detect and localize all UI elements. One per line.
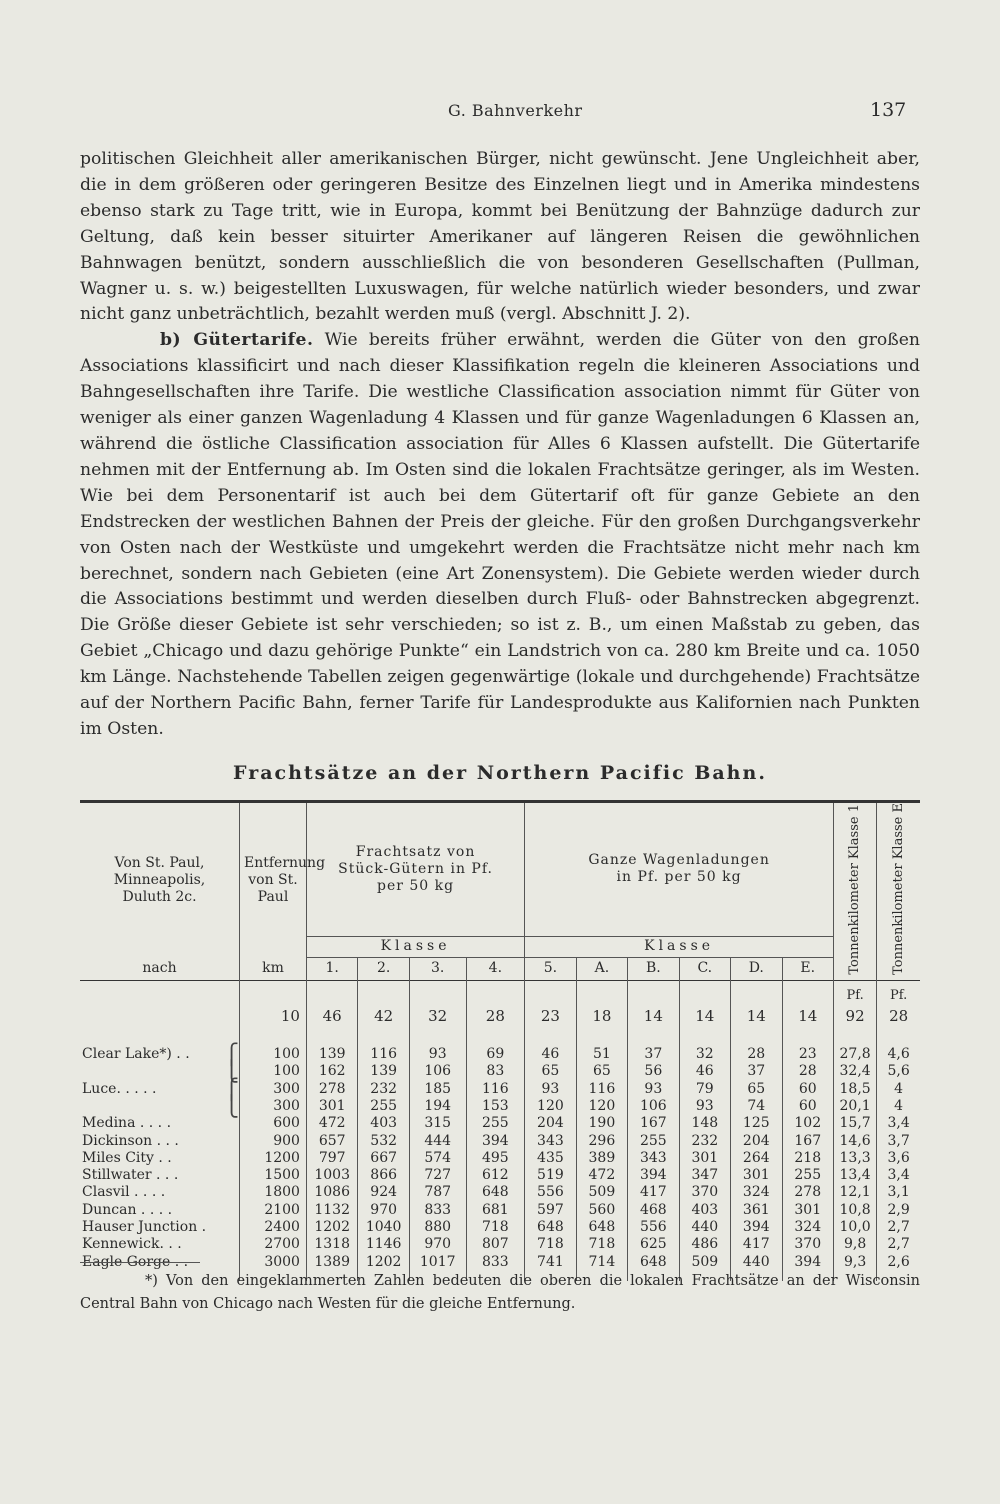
cell — [466, 1030, 525, 1046]
rate-cell: 1389 — [306, 1253, 357, 1270]
rate-cell: 32 — [679, 1046, 730, 1063]
rate-cell: 361 — [731, 1202, 782, 1219]
rate-cell: 301 — [731, 1167, 782, 1184]
rate-cell: 28 — [466, 1004, 525, 1030]
rate-cell: 148 — [679, 1115, 730, 1132]
tonkm-classE-cell: 3,7 — [877, 1132, 920, 1149]
tonkm-class1-cell: 9,8 — [833, 1236, 876, 1253]
destination-cell: Duncan . . . . — [82, 1201, 173, 1218]
rate-cell: 60 — [782, 1080, 833, 1097]
destination-cell: Dickinson . . . — [82, 1132, 179, 1149]
rate-cell: 1318 — [306, 1236, 357, 1253]
tonkm-class1-cell: 18,5 — [833, 1080, 876, 1097]
rate-cell: 574 — [409, 1150, 466, 1167]
brace-mark: ⎧ — [224, 1042, 240, 1067]
rate-cell: 1040 — [358, 1219, 409, 1236]
rate-cell: 718 — [466, 1219, 525, 1236]
rate-cell: 394 — [466, 1132, 525, 1149]
rate-cell: 833 — [466, 1253, 525, 1270]
rate-cell: 612 — [466, 1167, 525, 1184]
rate-cell: 120 — [576, 1098, 627, 1115]
distance-cell: 300 — [240, 1080, 307, 1097]
rate-cell: 37 — [628, 1046, 679, 1063]
cell — [679, 980, 730, 1004]
tonkm-classE-cell: 3,6 — [877, 1150, 920, 1167]
brace-mark — [224, 1184, 239, 1201]
rate-cell: 394 — [628, 1167, 679, 1184]
rate-cell: 833 — [409, 1202, 466, 1219]
cell — [576, 1030, 627, 1046]
footnote-rule — [80, 1262, 200, 1263]
destination-cell: Clear Lake*) . . — [82, 1046, 190, 1063]
brace-mark — [224, 1202, 239, 1219]
table-row — [80, 1063, 920, 1080]
distance-cell: 1500 — [240, 1167, 307, 1184]
destination-cell: Luce. . . . . — [82, 1080, 157, 1097]
rate-cell: 278 — [782, 1184, 833, 1201]
table-row — [80, 1253, 920, 1270]
cell — [358, 980, 409, 1004]
rate-cell: 417 — [628, 1184, 679, 1201]
rate-cell: 727 — [409, 1167, 466, 1184]
rate-cell: 65 — [525, 1063, 576, 1080]
cell — [877, 1030, 920, 1046]
brace-mark: ⎩ — [224, 1059, 240, 1084]
distance-cell: 100 — [240, 1063, 307, 1080]
rate-cell: 648 — [576, 1219, 627, 1236]
rate-cell: 116 — [466, 1080, 525, 1097]
rate-cell: 468 — [628, 1202, 679, 1219]
rate-cell: 389 — [576, 1150, 627, 1167]
rate-cell: 167 — [628, 1115, 679, 1132]
tonkm-classE-cell: 5,6 — [877, 1063, 920, 1080]
tonkm-classE-cell: 2,6 — [877, 1253, 920, 1270]
rate-cell: 667 — [358, 1150, 409, 1167]
table-row — [80, 1202, 920, 1219]
rate-cell: 648 — [628, 1253, 679, 1270]
rate-cell: 495 — [466, 1150, 525, 1167]
brace-mark — [224, 1253, 239, 1270]
header-piece-goods-label: Frachtsatz von Stück-Gütern in Pf. per 50 kg — [338, 843, 493, 894]
cell — [628, 980, 679, 1004]
rate-cell: 120 — [525, 1098, 576, 1115]
rate-cell: 18 — [576, 1004, 627, 1030]
rate-cell: 924 — [358, 1184, 409, 1201]
brace-mark — [224, 1132, 239, 1149]
rate-cell: 218 — [782, 1150, 833, 1167]
cell — [224, 980, 239, 1004]
cell — [224, 1004, 239, 1030]
distance-cell: 100 — [240, 1046, 307, 1063]
rate-cell: 102 — [782, 1115, 833, 1132]
rate-cell: 46 — [679, 1063, 730, 1080]
rate-cell: 597 — [525, 1202, 576, 1219]
rate-cell: 648 — [466, 1184, 525, 1201]
body-text — [80, 147, 920, 743]
cell — [576, 980, 627, 1004]
cell — [80, 1004, 224, 1030]
spacer-row — [80, 1030, 920, 1046]
brace-mark — [224, 1219, 239, 1236]
tonkm-class1-cell: 92 — [833, 1004, 876, 1030]
brace-mark — [224, 1236, 239, 1253]
table-title: Frachtsätze an der Northern Pacific Bahn. — [233, 762, 767, 784]
cell — [782, 980, 833, 1004]
brace-mark: ⎧ — [224, 1076, 240, 1101]
section-heading: b) Gütertarife. — [160, 330, 314, 351]
rate-cell: 14 — [628, 1004, 679, 1030]
rate-cell: 106 — [628, 1098, 679, 1115]
rate-cell: 343 — [525, 1132, 576, 1149]
cell — [409, 1030, 466, 1046]
rate-cell: 625 — [628, 1236, 679, 1253]
header-tonkm-classE-label: Tonnenkilometer Klasse E — [890, 803, 906, 975]
tonkm-class1-cell: 9,3 — [833, 1253, 876, 1270]
rate-cell: 116 — [358, 1046, 409, 1063]
rate-cell: 204 — [731, 1132, 782, 1149]
paragraph — [80, 328, 920, 743]
rate-cell: 1202 — [358, 1253, 409, 1270]
tonkm-class1-cell: 14,6 — [833, 1132, 876, 1149]
cell — [833, 1030, 876, 1046]
header-distance-label: Entfernung von St. Paul — [244, 854, 326, 905]
cell — [306, 980, 357, 1004]
rate-cell: 1132 — [306, 1202, 357, 1219]
cell — [525, 980, 576, 1004]
rate-cell: 347 — [679, 1167, 730, 1184]
tonkm-classE-cell: 2,9 — [877, 1202, 920, 1219]
rate-cell: 880 — [409, 1219, 466, 1236]
unit-pf: Pf. — [877, 980, 920, 1004]
rate-cell: 162 — [306, 1063, 357, 1080]
rate-cell: 46 — [306, 1004, 357, 1030]
destination-cell: Hauser Junction . — [82, 1219, 207, 1235]
table-row — [80, 1115, 920, 1132]
rate-cell: 60 — [782, 1098, 833, 1115]
rate-cell: 46 — [525, 1046, 576, 1063]
rate-cell: 681 — [466, 1202, 525, 1219]
rate-cell: 1086 — [306, 1184, 357, 1201]
rate-cell: 472 — [306, 1115, 357, 1132]
cell — [466, 980, 525, 1004]
tonkm-class1-cell: 10,8 — [833, 1202, 876, 1219]
table-row — [80, 1219, 920, 1236]
klasse-label-piece: Klasse — [306, 936, 524, 957]
destination-cell: Stillwater . . . — [82, 1167, 179, 1184]
tonkm-classE-cell: 4 — [877, 1098, 920, 1115]
header-tonkm-class1 — [833, 802, 876, 981]
table-header — [80, 802, 920, 981]
class-header: 4. — [466, 957, 525, 980]
rate-cell: 139 — [306, 1046, 357, 1063]
rate-cell: 1202 — [306, 1219, 357, 1236]
table-row — [80, 1098, 920, 1115]
klasse-label-wagon: Klasse — [525, 936, 834, 957]
distance-cell: 300 — [240, 1098, 307, 1115]
header-from — [80, 802, 240, 958]
rate-cell: 787 — [409, 1184, 466, 1201]
rate-cell: 139 — [358, 1063, 409, 1080]
rate-cell: 106 — [409, 1063, 466, 1080]
rate-cell: 28 — [731, 1046, 782, 1063]
tonkm-classE-cell: 4,6 — [877, 1046, 920, 1063]
rate-cell: 403 — [358, 1115, 409, 1132]
rate-cell: 440 — [679, 1219, 730, 1236]
rate-cell: 42 — [358, 1004, 409, 1030]
cell — [731, 980, 782, 1004]
rate-cell: 296 — [576, 1132, 627, 1149]
rate-cell: 23 — [782, 1046, 833, 1063]
rate-cell: 255 — [782, 1167, 833, 1184]
cell — [240, 1030, 307, 1046]
tonkm-classE-cell: 3,4 — [877, 1115, 920, 1132]
unit-pf: Pf. — [833, 980, 876, 1004]
distance-cell: 10 — [240, 1004, 307, 1030]
rate-cell: 657 — [306, 1132, 357, 1149]
header-to: nach — [142, 960, 177, 977]
rate-cell: 83 — [466, 1063, 525, 1080]
distance-cell: 2100 — [240, 1202, 307, 1219]
tonkm-classE-cell: 28 — [877, 1004, 920, 1030]
class-header: B. — [628, 957, 679, 980]
destination-cell: Kennewick. . . — [82, 1236, 182, 1253]
class-header: C. — [679, 957, 730, 980]
rate-cell: 28 — [782, 1063, 833, 1080]
rate-cell: 324 — [782, 1219, 833, 1236]
distance-cell: 900 — [240, 1132, 307, 1149]
rate-cell: 532 — [358, 1132, 409, 1149]
rate-cell: 65 — [576, 1063, 627, 1080]
cell — [240, 980, 307, 1004]
class-header: A. — [576, 957, 627, 980]
rate-cell: 970 — [358, 1202, 409, 1219]
rate-cell: 65 — [731, 1080, 782, 1097]
rate-cell: 556 — [525, 1184, 576, 1201]
tonkm-classE-cell: 2,7 — [877, 1219, 920, 1236]
rate-cell: 232 — [679, 1132, 730, 1149]
rate-cell: 741 — [525, 1253, 576, 1270]
rate-cell: 79 — [679, 1080, 730, 1097]
class-header: 1. — [306, 957, 357, 980]
rate-cell: 190 — [576, 1115, 627, 1132]
rate-cell: 14 — [731, 1004, 782, 1030]
rate-cell: 714 — [576, 1253, 627, 1270]
brace-mark — [224, 1167, 239, 1184]
header-wagon-loads-label: Ganze Wagenladungen in Pf. per 50 kg — [588, 852, 770, 886]
rate-cell: 301 — [782, 1202, 833, 1219]
destination-cell: Clasvil . . . . — [82, 1184, 166, 1201]
class-header: E. — [782, 957, 833, 980]
rate-cell: 718 — [576, 1236, 627, 1253]
footnote: *) Von den eingeklammerten Zahlen bedeuten die oberen die lokalen Frachtsätze an der Wisconsin Central Bahn von Chicago nach Westen für die gleiche Entfernung. — [80, 1273, 920, 1312]
distance-cell: 2400 — [240, 1219, 307, 1236]
header-distance-unit: km — [240, 957, 307, 980]
page-number: 137 — [870, 99, 907, 121]
rate-cell: 807 — [466, 1236, 525, 1253]
rate-cell: 23 — [525, 1004, 576, 1030]
rate-cell: 278 — [306, 1080, 357, 1097]
rate-cell: 403 — [679, 1202, 730, 1219]
header-piece-goods — [306, 802, 524, 937]
tonkm-classE-cell: 2,7 — [877, 1236, 920, 1253]
rate-cell: 417 — [731, 1236, 782, 1253]
rate-cell: 232 — [358, 1080, 409, 1097]
rate-cell: 301 — [679, 1150, 730, 1167]
rate-cell: 301 — [306, 1098, 357, 1115]
rate-cell: 204 — [525, 1115, 576, 1132]
rate-cell: 194 — [409, 1098, 466, 1115]
cell — [782, 1030, 833, 1046]
rate-cell: 93 — [409, 1046, 466, 1063]
tonkm-class1-cell: 15,7 — [833, 1115, 876, 1132]
cell — [80, 980, 224, 1004]
distance-cell: 600 — [240, 1115, 307, 1132]
tonkm-class1-cell: 13,3 — [833, 1150, 876, 1167]
tonkm-classE-cell: 4 — [877, 1080, 920, 1097]
rate-cell: 153 — [466, 1098, 525, 1115]
rate-cell: 14 — [782, 1004, 833, 1030]
rate-cell: 185 — [409, 1080, 466, 1097]
class-header: 5. — [525, 957, 576, 980]
tonkm-class1-cell: 12,1 — [833, 1184, 876, 1201]
tonkm-class1-cell: 13,4 — [833, 1167, 876, 1184]
rate-cell: 1017 — [409, 1253, 466, 1270]
tonkm-classE-cell: 3,1 — [877, 1184, 920, 1201]
rate-cell: 255 — [628, 1132, 679, 1149]
distance-cell: 1800 — [240, 1184, 307, 1201]
rate-cell: 51 — [576, 1046, 627, 1063]
table-row — [80, 1184, 920, 1201]
rate-cell: 14 — [679, 1004, 730, 1030]
header-tonkm-classE — [877, 802, 920, 981]
header-wagon-loads — [525, 802, 834, 937]
rate-cell: 797 — [306, 1150, 357, 1167]
cell — [679, 1030, 730, 1046]
rate-cell: 472 — [576, 1167, 627, 1184]
destination-cell — [80, 1098, 224, 1115]
rate-cell: 866 — [358, 1167, 409, 1184]
rate-cell: 394 — [731, 1219, 782, 1236]
class-header: D. — [731, 957, 782, 980]
rate-cell: 324 — [731, 1184, 782, 1201]
rate-cell: 556 — [628, 1219, 679, 1236]
tonkm-class1-cell: 20,1 — [833, 1098, 876, 1115]
rate-cell: 440 — [731, 1253, 782, 1270]
rate-cell: 648 — [525, 1219, 576, 1236]
freight-rate-table — [80, 800, 920, 1281]
class-header: 3. — [409, 957, 466, 980]
rate-cell: 264 — [731, 1150, 782, 1167]
header-tonkm-class1-label: Tonnenkilometer Klasse 1 — [847, 803, 863, 975]
cell — [80, 1030, 224, 1046]
rate-cell: 970 — [409, 1236, 466, 1253]
rate-cell: 255 — [466, 1115, 525, 1132]
table-row — [80, 1080, 920, 1097]
rate-cell: 394 — [782, 1253, 833, 1270]
header-from-label: Von St. Paul, Minneapolis, Duluth 2c. — [113, 854, 206, 905]
cell — [525, 1030, 576, 1046]
rate-cell: 167 — [782, 1132, 833, 1149]
header-distance — [240, 802, 326, 958]
rate-cell: 444 — [409, 1132, 466, 1149]
table-row — [80, 1150, 920, 1167]
class-header: 2. — [358, 957, 409, 980]
rate-cell: 32 — [409, 1004, 466, 1030]
rate-cell: 74 — [731, 1098, 782, 1115]
unit-row — [80, 980, 920, 1004]
destination-cell: Eagle Gorge . . — [82, 1253, 189, 1270]
distance-cell: 3000 — [240, 1253, 307, 1270]
rate-cell: 69 — [466, 1046, 525, 1063]
cell — [306, 1030, 357, 1046]
rate-cell: 343 — [628, 1150, 679, 1167]
rate-cell: 37 — [731, 1063, 782, 1080]
running-title: G. Bahnverkehr — [448, 101, 583, 120]
rate-cell: 93 — [525, 1080, 576, 1097]
rate-cell: 509 — [679, 1253, 730, 1270]
table-row — [80, 1004, 920, 1030]
rate-cell: 519 — [525, 1167, 576, 1184]
rate-cell: 255 — [358, 1098, 409, 1115]
rate-cell: 93 — [628, 1080, 679, 1097]
cell — [628, 1030, 679, 1046]
paragraph-text: Wie bereits früher erwähnt, werden die Güter von den großen Associations klassificirt und nach dieser Klassifikation regeln die kleineren Associations und Bahngesellschaften ihre Tarife. Die westliche Classification association nimmt für Güter von weniger als einer ganzen Wagenladung 4 Klassen und für ganze Wagenladungen 6 Klassen an, während die östliche Classification association für Alles 6 Klassen aufstellt. Die Gütertarife nehmen mit der Entfernung ab. Im Osten sind die lokalen Frachtsätze geringer, als im Westen. Wie bei dem Personentarif ist auch bei dem Gütertarif oft für ganze Gebiete an den Endstrecken der westlichen Bahnen der Preis der gleiche. Für den großen Durchgangsverkehr von Osten nach der Westküste und umgekehrt werden die Frachtsätze nicht mehr nach km berechnet, sondern nach Gebieten (eine Art Zonensystem). Die Gebiete werden wieder durch die Associations bestimmt und werden dieselben durch Fluß- oder Bahnstrecken abgegrenzt. Die Größe dieser Gebiete ist sehr verschieden; so ist z. B., um einen Maßstab zu geben, das Gebiet „Chicago und dazu gehörige Punkte“ ein Landstrich von ca. 280 km Breite und ca. 1050 km Länge. Nachstehende Tabellen zeigen gegenwärtige (lokale und durchgehende) Frachtsätze auf der Northern Pacific Bahn, ferner Tarife für Landesprodukte aus Kalifornien nach Punkten im Osten. — [80, 330, 920, 739]
rate-cell: 560 — [576, 1202, 627, 1219]
table-row — [80, 1236, 920, 1253]
tonkm-class1-cell: 32,4 — [833, 1063, 876, 1080]
distance-cell: 1200 — [240, 1150, 307, 1167]
cell — [409, 980, 466, 1004]
table-row — [80, 1132, 920, 1149]
tonkm-class1-cell: 10,0 — [833, 1219, 876, 1236]
destination-cell — [80, 1063, 224, 1080]
brace-mark — [224, 1150, 239, 1167]
rate-cell: 370 — [782, 1236, 833, 1253]
distance-cell: 2700 — [240, 1236, 307, 1253]
tonkm-class1-cell: 27,8 — [833, 1046, 876, 1063]
table-row — [80, 1167, 920, 1184]
rate-cell: 1003 — [306, 1167, 357, 1184]
cell — [731, 1030, 782, 1046]
cell — [358, 1030, 409, 1046]
rate-cell: 486 — [679, 1236, 730, 1253]
brace-mark: ⎩ — [224, 1093, 240, 1118]
destination-cell: Medina . . . . — [82, 1115, 172, 1132]
tonkm-classE-cell: 3,4 — [877, 1167, 920, 1184]
rate-cell: 370 — [679, 1184, 730, 1201]
rate-cell: 435 — [525, 1150, 576, 1167]
table-body — [80, 980, 920, 1280]
rate-cell: 116 — [576, 1080, 627, 1097]
rate-cell: 1146 — [358, 1236, 409, 1253]
rate-cell: 93 — [679, 1098, 730, 1115]
rate-cell: 315 — [409, 1115, 466, 1132]
table-row — [80, 1046, 920, 1063]
rate-cell: 56 — [628, 1063, 679, 1080]
rate-cell: 125 — [731, 1115, 782, 1132]
paragraph: politischen Gleichheit aller amerikanischen Bürger, nicht gewünscht. Jene Ungleichheit aber, die in dem größeren oder geringeren Besitze des Einzelnen liegt und in Amerika mindestens ebenso stark zu Tage tritt, wie in Europa, kommt bei Benützung der Bahnzüge dadurch zur Geltung, daß kein besser situirter Amerikaner auf längeren Reisen die gewöhnlichen Bahnwagen benützt, sondern ausschließlich die von besonderen Gesellschaften (Pullman, Wagner u. s. w.) beigestellten Luxuswagen, für welche natürlich wieder besonders, und zwar nicht ganz unbeträchtlich, bezahlt werden muß (vergl. Abschnitt J. 2). — [80, 149, 920, 325]
rate-cell: 509 — [576, 1184, 627, 1201]
rate-cell: 718 — [525, 1236, 576, 1253]
destination-cell: Miles City . . — [82, 1149, 172, 1166]
